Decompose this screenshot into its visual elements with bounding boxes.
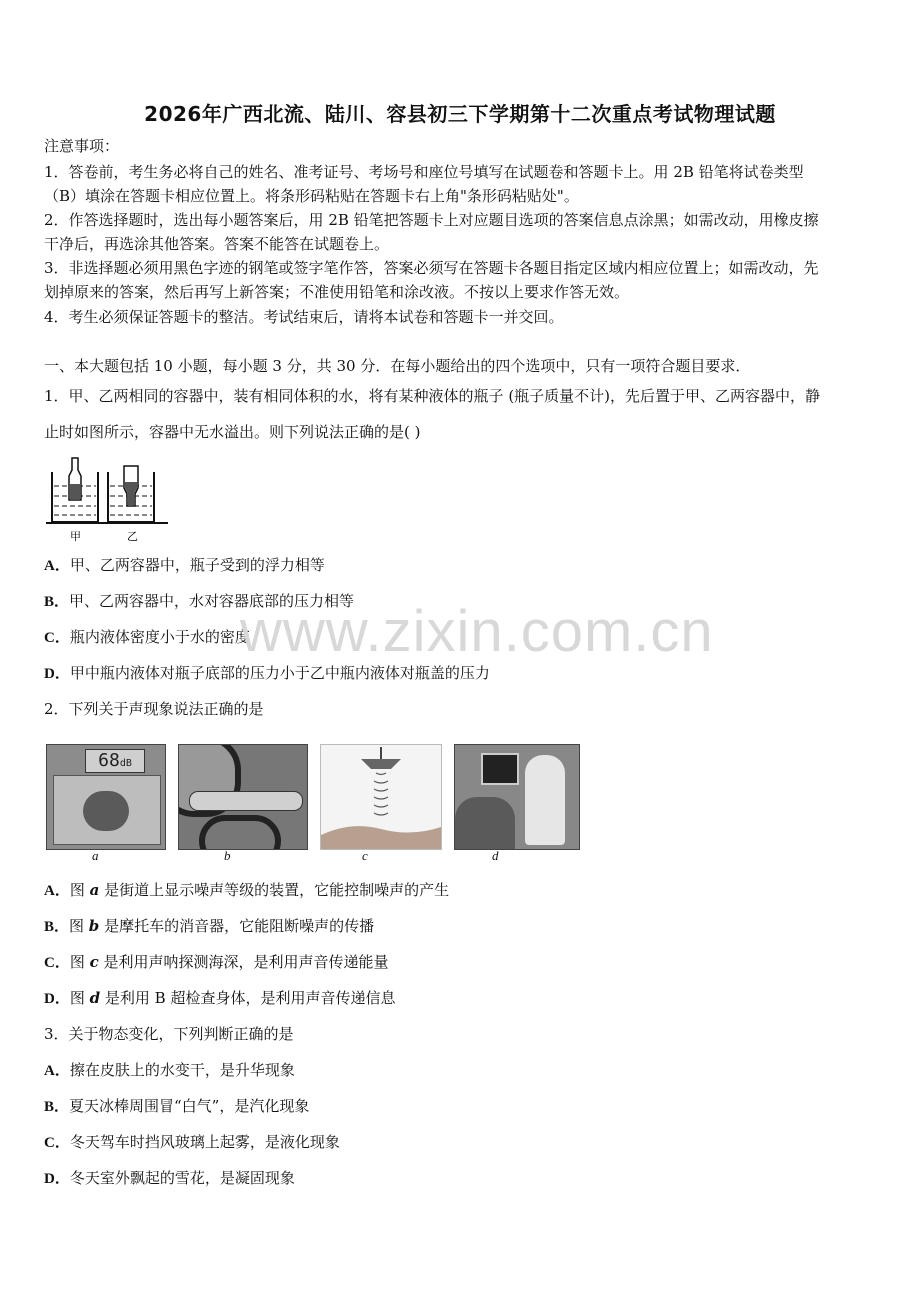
option-pre: 图 — [69, 881, 90, 899]
containers-diagram — [44, 452, 174, 544]
option-letter: D． — [44, 1171, 70, 1187]
option-letter: D． — [44, 991, 70, 1007]
figure-mark: b — [88, 917, 100, 935]
notes-line: 3．非选择题必须用黑色字迹的钢笔或签字笔作答，答案必须写在答题卡各题目指定区域内相应位置上；如需改动，先 — [44, 259, 819, 277]
watermark: www.zixin.com.cn — [240, 599, 714, 664]
figure-mark: d — [89, 989, 101, 1007]
option-text: 夏天冰棒周围冒“白气”，是汽化现象 — [69, 1097, 310, 1115]
figure-mark: c — [89, 953, 99, 971]
caption-d: d — [492, 848, 499, 863]
option-text: 甲、乙两容器中，水对容器底部的压力相等 — [69, 592, 355, 610]
option-letter: A． — [44, 883, 70, 899]
container-yi — [108, 466, 154, 522]
caption-c: c — [362, 848, 368, 863]
q3-stem: 3．关于物态变化，下列判断正确的是 — [44, 1025, 294, 1043]
option-letter: B． — [44, 594, 70, 610]
caption-a: a — [92, 848, 99, 863]
q2-option-a — [44, 880, 884, 901]
notes-heading: 注意事项： — [44, 137, 120, 155]
option-pre: 图 — [69, 953, 90, 971]
photo-noise-display — [46, 744, 166, 850]
notes-line: 干净后，再选涂其他答案。答案不能答在试题卷上。 — [44, 235, 390, 253]
option-pre: 图 — [69, 917, 89, 935]
option-text: 甲中瓶内液体对瓶子底部的压力小于乙中瓶内液体对瓶盖的压力 — [69, 664, 490, 682]
q2-option-c — [44, 952, 884, 973]
option-letter: C． — [44, 955, 70, 971]
notes-line: 划掉原来的答案，然后再写上新答案；不准使用铅笔和涂改液。不按以上要求作答无效。 — [44, 283, 630, 301]
q1-option-b — [44, 591, 884, 612]
q1-option-a — [44, 555, 884, 576]
label-jia: 甲 — [70, 530, 81, 543]
option-letter: D． — [44, 666, 70, 682]
option-letter: C． — [44, 1135, 70, 1151]
page-title: 2026年广西北流、陆川、容县初三下学期第十二次重点考试物理试题 — [144, 102, 776, 126]
decibel-display — [85, 749, 145, 773]
q1-option-c — [44, 627, 884, 648]
option-letter: C． — [44, 630, 70, 646]
option-text: 是利用声呐探测海深，是利用声音传递能量 — [98, 953, 389, 971]
option-text: 是利用 B 超检查身体，是利用声音传递信息 — [100, 989, 396, 1007]
decibel-value: 68 — [98, 750, 120, 771]
section-heading: 一、本大题包括 10 小题，每小题 3 分，共 30 分．在每小题给出的四个选项中，只有一项符合题目要求． — [44, 357, 751, 375]
notes-line: 2．作答选择题时，选出每小题答案后，用 2B 铅笔把答题卡上对应题目选项的答案信息点涂黑；如需改动，用橡皮擦 — [44, 211, 819, 229]
q1-stem-line1: 1．甲、乙两相同的容器中，装有相同体积的水，将有某种液体的瓶子 (瓶子质量不计)，先后置于甲、乙两容器中，静 — [44, 387, 821, 405]
container-jia — [52, 458, 98, 522]
option-letter: B． — [44, 1099, 70, 1115]
photo-muffler — [178, 744, 308, 850]
notes-line: 4．考生必须保证答题卡的整洁。考试结束后，请将本试卷和答题卡一并交回。 — [44, 308, 564, 326]
option-text: 冬天驾车时挡风玻璃上起雾，是液化现象 — [69, 1133, 340, 1151]
photo-sonar — [320, 744, 442, 850]
option-text: 是街道上显示噪声等级的装置，它能控制噪声的产生 — [99, 881, 450, 899]
option-text: 是摩托车的消音器，它能阻断噪声的传播 — [99, 917, 375, 935]
notes-line: 1．答卷前，考生务必将自己的姓名、准考证号、考场号和座位号填写在试题卷和答题卡上。用 2B 铅笔将试卷类型 — [44, 163, 804, 181]
q2-figure — [46, 744, 586, 866]
q2-stem: 2．下列关于声现象说法正确的是 — [44, 700, 264, 718]
q2-option-b — [44, 916, 884, 937]
q3-option-d — [44, 1168, 884, 1189]
q1-stem-line2: 止时如图所示，容器中无水溢出。则下列说法正确的是( ) — [44, 423, 421, 441]
option-text: 冬天室外飘起的雪花，是凝固现象 — [69, 1169, 295, 1187]
option-text: 擦在皮肤上的水变干，是升华现象 — [69, 1061, 295, 1079]
photo-ultrasound — [454, 744, 580, 850]
option-letter: B． — [44, 919, 70, 935]
caption-b: b — [224, 848, 231, 863]
option-pre: 图 — [69, 989, 90, 1007]
figure-mark: a — [89, 881, 100, 899]
q1-figure — [44, 452, 174, 544]
notes-line: （B）填涂在答题卡相应位置上。将条形码粘贴在答题卡右上角"条形码粘贴处"。 — [44, 187, 579, 205]
q2-option-d — [44, 988, 884, 1009]
q3-option-b — [44, 1096, 884, 1117]
decibel-unit: dB — [119, 758, 132, 769]
q3-option-a — [44, 1060, 884, 1081]
sonar-diagram — [321, 745, 441, 849]
option-letter: A． — [44, 558, 70, 574]
label-yi: 乙 — [127, 530, 138, 543]
q3-option-c — [44, 1132, 884, 1153]
q1-option-d — [44, 663, 884, 684]
option-text: 瓶内液体密度小于水的密度 — [69, 628, 250, 646]
option-text: 甲、乙两容器中，瓶子受到的浮力相等 — [69, 556, 325, 574]
option-letter: A． — [44, 1063, 70, 1079]
